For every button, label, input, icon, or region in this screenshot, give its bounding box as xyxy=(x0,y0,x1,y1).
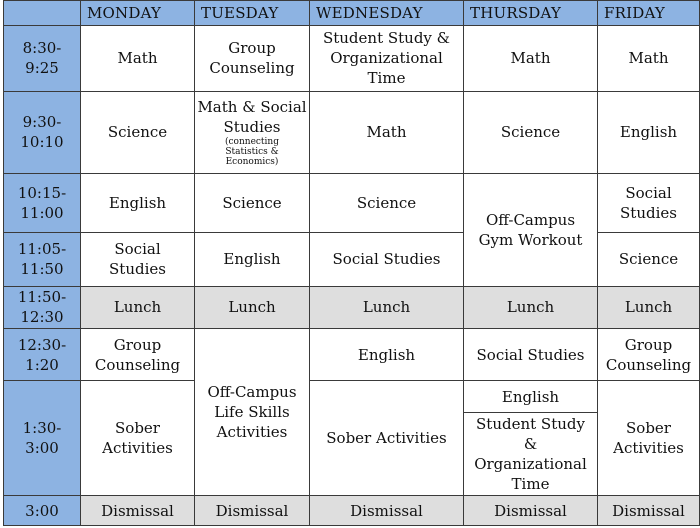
time-cell: 11:05- 11:50 xyxy=(4,232,81,286)
day-header-wednesday: WEDNESDAY xyxy=(310,1,464,26)
time-cell: 10:15- 11:00 xyxy=(4,173,81,232)
time-cell: 12:30- 1:20 xyxy=(4,328,81,381)
class-cell: Sober Activities xyxy=(81,381,195,496)
class-cell: Math xyxy=(598,26,700,91)
period-row xyxy=(4,173,700,232)
header-row xyxy=(4,1,700,26)
class-cell: English xyxy=(195,232,310,286)
lunch-row xyxy=(4,286,700,328)
class-cell: Sober Activities xyxy=(598,381,700,496)
lunch-cell: Lunch xyxy=(195,286,310,328)
dismissal-cell: Dismissal xyxy=(464,496,598,526)
dismissal-cell: Dismissal xyxy=(598,496,700,526)
day-header-friday: FRIDAY xyxy=(598,1,700,26)
period-row xyxy=(4,91,700,173)
class-cell: Science xyxy=(598,232,700,286)
period-row xyxy=(4,26,700,91)
time-cell: 11:50- 12:30 xyxy=(4,286,81,328)
class-cell: Social Studies xyxy=(464,328,598,381)
class-cell: Student Study & Organizational Time xyxy=(310,26,464,91)
class-cell: English xyxy=(464,381,598,413)
class-cell: Group Counseling xyxy=(598,328,700,381)
dismissal-cell: Dismissal xyxy=(195,496,310,526)
lunch-cell: Lunch xyxy=(310,286,464,328)
class-cell: Off-Campus Life Skills Activities xyxy=(195,328,310,496)
class-cell: Off-Campus Gym Workout xyxy=(464,173,598,286)
class-cell: English xyxy=(310,328,464,381)
period-row xyxy=(4,381,700,413)
day-header-thursday: THURSDAY xyxy=(464,1,598,26)
time-cell: 1:30- 3:00 xyxy=(4,381,81,496)
class-cell: Math xyxy=(81,26,195,91)
dismissal-row xyxy=(4,496,700,526)
class-cell: Math xyxy=(464,26,598,91)
time-cell: 3:00 xyxy=(4,496,81,526)
dismissal-cell: Dismissal xyxy=(310,496,464,526)
corner-cell xyxy=(4,1,81,26)
lunch-cell: Lunch xyxy=(81,286,195,328)
class-cell: English xyxy=(598,91,700,173)
class-cell: Math & Social Studies (connecting Statistics & Economics) xyxy=(195,91,310,173)
weekly-schedule-table xyxy=(3,0,700,526)
class-cell: English xyxy=(81,173,195,232)
time-cell: 9:30- 10:10 xyxy=(4,91,81,173)
class-cell: Science xyxy=(81,91,195,173)
class-cell: Social Studies xyxy=(310,232,464,286)
class-cell: Group Counseling xyxy=(195,26,310,91)
dismissal-cell: Dismissal xyxy=(81,496,195,526)
period-row xyxy=(4,328,700,381)
class-cell: Science xyxy=(195,173,310,232)
class-note: (connecting xyxy=(225,137,279,148)
lunch-cell: Lunch xyxy=(464,286,598,328)
day-header-monday: MONDAY xyxy=(81,1,195,26)
class-cell: Science xyxy=(464,91,598,173)
class-cell: Science xyxy=(310,173,464,232)
class-cell: Math xyxy=(310,91,464,173)
lunch-cell: Lunch xyxy=(598,286,700,328)
time-cell: 8:30- 9:25 xyxy=(4,26,81,91)
class-cell: Student Study & Organizational Time xyxy=(464,413,598,496)
class-cell: Group Counseling xyxy=(81,328,195,381)
class-cell: Social Studies xyxy=(598,173,700,232)
class-cell: Sober Activities xyxy=(310,381,464,496)
day-header-tuesday: TUESDAY xyxy=(195,1,310,26)
class-cell: Social Studies xyxy=(81,232,195,286)
